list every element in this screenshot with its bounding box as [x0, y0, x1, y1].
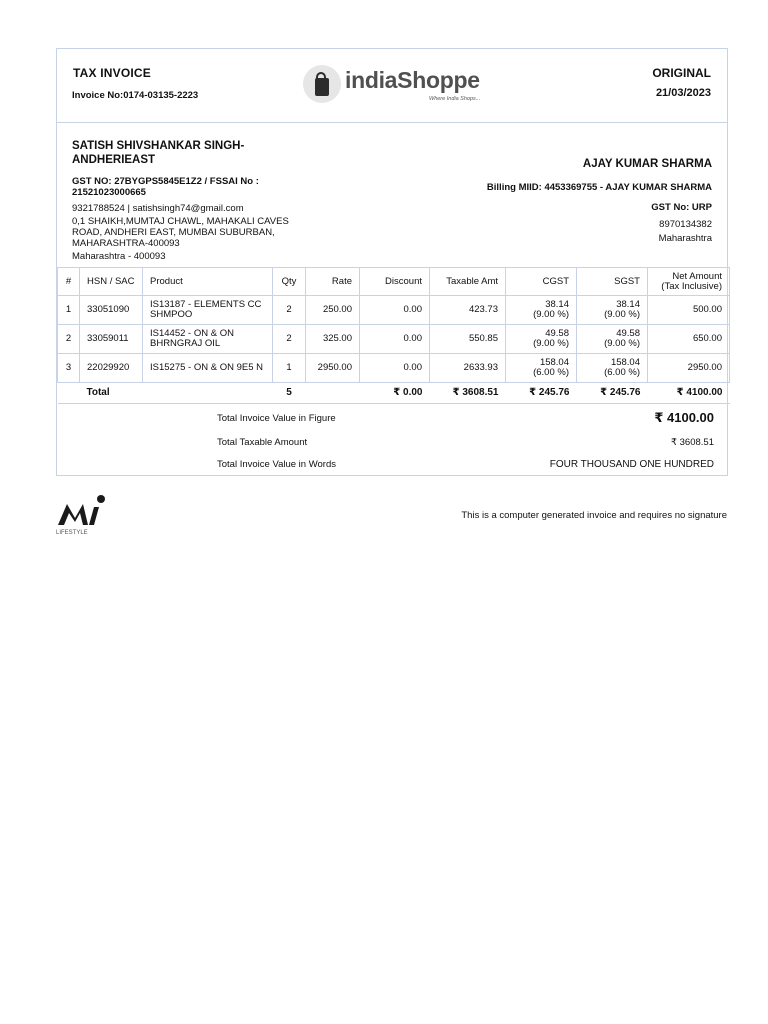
row-hsn: 33051090 — [80, 296, 143, 325]
buyer-gst: GST No: URP — [651, 202, 712, 213]
col-header-cgst: CGST — [506, 268, 577, 296]
buyer-phone: 8970134382 — [659, 219, 712, 230]
row-qty: 1 — [273, 354, 306, 383]
invoice-card — [56, 48, 728, 476]
total-net: ₹ 4100.00 — [648, 383, 730, 404]
seller-contact: 9321788524 | satishsingh74@gmail.com — [72, 203, 244, 214]
row-cgst-amount: 158.04 — [539, 357, 569, 368]
col-header-qty: Qty — [273, 268, 306, 296]
col-header-num: # — [58, 268, 80, 296]
row-num: 1 — [58, 296, 80, 325]
row-sgst-rate: (6.00 %) — [604, 367, 640, 378]
total-spacer — [58, 383, 80, 404]
col-header-net-line1: Net Amount — [672, 270, 722, 282]
summary-words-value: FOUR THOUSAND ONE HUNDRED — [549, 459, 714, 470]
summary-taxable-label: Total Taxable Amount — [217, 437, 308, 448]
row-sgst-rate: (9.00 %) — [604, 309, 640, 320]
col-header-sgst: SGST — [577, 268, 648, 296]
invoice-number: Invoice No:0174-03135-2223 — [72, 90, 199, 101]
computer-generated-note: This is a computer generated invoice and requires no signature — [461, 510, 727, 521]
col-header-net-line2: (Tax Inclusive) — [661, 280, 722, 292]
row-sgst-amount: 38.14 — [616, 299, 640, 310]
seller-state: Maharashtra - 400093 — [72, 251, 166, 262]
total-rate-empty — [306, 383, 360, 404]
row-sgst-amount: 49.58 — [616, 328, 640, 339]
row-cgst — [506, 325, 577, 354]
row-net: 650.00 — [648, 325, 730, 354]
row-rate: 325.00 — [306, 325, 360, 354]
row-cgst — [506, 354, 577, 383]
row-sgst-rate: (9.00 %) — [604, 338, 640, 349]
row-net: 500.00 — [648, 296, 730, 325]
shopping-bag-icon — [303, 65, 341, 103]
table-header-row — [58, 268, 730, 296]
col-header-taxable: Taxable Amt — [430, 268, 506, 296]
row-cgst — [506, 296, 577, 325]
row-taxable: 2633.93 — [430, 354, 506, 383]
row-qty: 2 — [273, 325, 306, 354]
total-discount: ₹ 0.00 — [360, 383, 430, 404]
row-cgst-rate: (9.00 %) — [533, 309, 569, 320]
table-row — [58, 325, 730, 354]
row-cgst-rate: (9.00 %) — [533, 338, 569, 349]
total-qty: 5 — [273, 383, 306, 404]
buyer-billing-id: Billing MIID: 4453369755 - AJAY KUMAR SHARMA — [486, 182, 712, 193]
invoice-date: 21/03/2023 — [655, 87, 711, 99]
row-sgst — [577, 296, 648, 325]
row-sgst — [577, 325, 648, 354]
lifestyle-logo — [56, 494, 108, 536]
seller-address: 0,1 SHAIKH,MUMTAJ CHAWL, MAHAKALI CAVES ROAD, ANDHERI EAST, MUMBAI SUBURBAN, MAHARASHTRA-400093 — [72, 216, 289, 249]
total-label: Total — [80, 383, 273, 404]
row-product: IS15275 - ON & ON 9E5 N — [143, 354, 273, 383]
seller-gst: GST NO: 27BYGPS5845E1Z2 / FSSAI No : 21521023000665 — [72, 176, 259, 198]
row-cgst-rate: (6.00 %) — [533, 367, 569, 378]
invoice-header — [57, 49, 727, 123]
col-header-discount: Discount — [360, 268, 430, 296]
row-hsn: 33059011 — [80, 325, 143, 354]
total-row — [58, 383, 730, 404]
table-row — [58, 296, 730, 325]
col-header-hsn: HSN / SAC — [80, 268, 143, 296]
total-taxable: ₹ 3608.51 — [430, 383, 506, 404]
row-taxable: 550.85 — [430, 325, 506, 354]
col-header-product: Product — [143, 268, 273, 296]
invoice-title: TAX INVOICE — [73, 66, 151, 80]
row-discount: 0.00 — [360, 296, 430, 325]
copy-label: ORIGINAL — [652, 66, 711, 80]
logo-name: indiaShoppe — [345, 67, 480, 93]
buyer-name: AJAY KUMAR SHARMA — [582, 158, 712, 170]
row-product: IS14452 - ON & ON BHRNGRAJ OIL — [143, 325, 273, 354]
row-cgst-amount: 49.58 — [545, 328, 569, 339]
row-taxable: 423.73 — [430, 296, 506, 325]
indiashoppe-logo — [303, 63, 493, 107]
logo-tagline: Where India Shops... — [429, 96, 481, 102]
buyer-state: Maharashtra — [658, 233, 712, 244]
summary-taxable-value: ₹ 3608.51 — [670, 437, 714, 448]
seller-name: SATISH SHIVSHANKAR SINGH-ANDHERIEAST — [72, 140, 245, 166]
col-header-rate: Rate — [306, 268, 360, 296]
row-discount: 0.00 — [360, 354, 430, 383]
row-hsn: 22029920 — [80, 354, 143, 383]
summary-words-label: Total Invoice Value in Words — [217, 459, 336, 470]
row-qty: 2 — [273, 296, 306, 325]
row-num: 2 — [58, 325, 80, 354]
row-product: IS13187 - ELEMENTS CC SHMPOO — [143, 296, 273, 325]
row-cgst-amount: 38.14 — [545, 299, 569, 310]
row-net: 2950.00 — [648, 354, 730, 383]
row-rate: 250.00 — [306, 296, 360, 325]
summary-figure-value: ₹ 4100.00 — [654, 410, 714, 425]
total-sgst: ₹ 245.76 — [577, 383, 648, 404]
row-discount: 0.00 — [360, 325, 430, 354]
row-sgst — [577, 354, 648, 383]
row-num: 3 — [58, 354, 80, 383]
items-table — [57, 267, 730, 404]
summary-figure-label: Total Invoice Value in Figure — [217, 413, 336, 424]
table-row — [58, 354, 730, 383]
col-header-net — [648, 268, 730, 296]
row-rate: 2950.00 — [306, 354, 360, 383]
total-cgst: ₹ 245.76 — [506, 383, 577, 404]
row-sgst-amount: 158.04 — [610, 357, 640, 368]
lifestyle-text: LIFESTYLE — [56, 530, 88, 536]
